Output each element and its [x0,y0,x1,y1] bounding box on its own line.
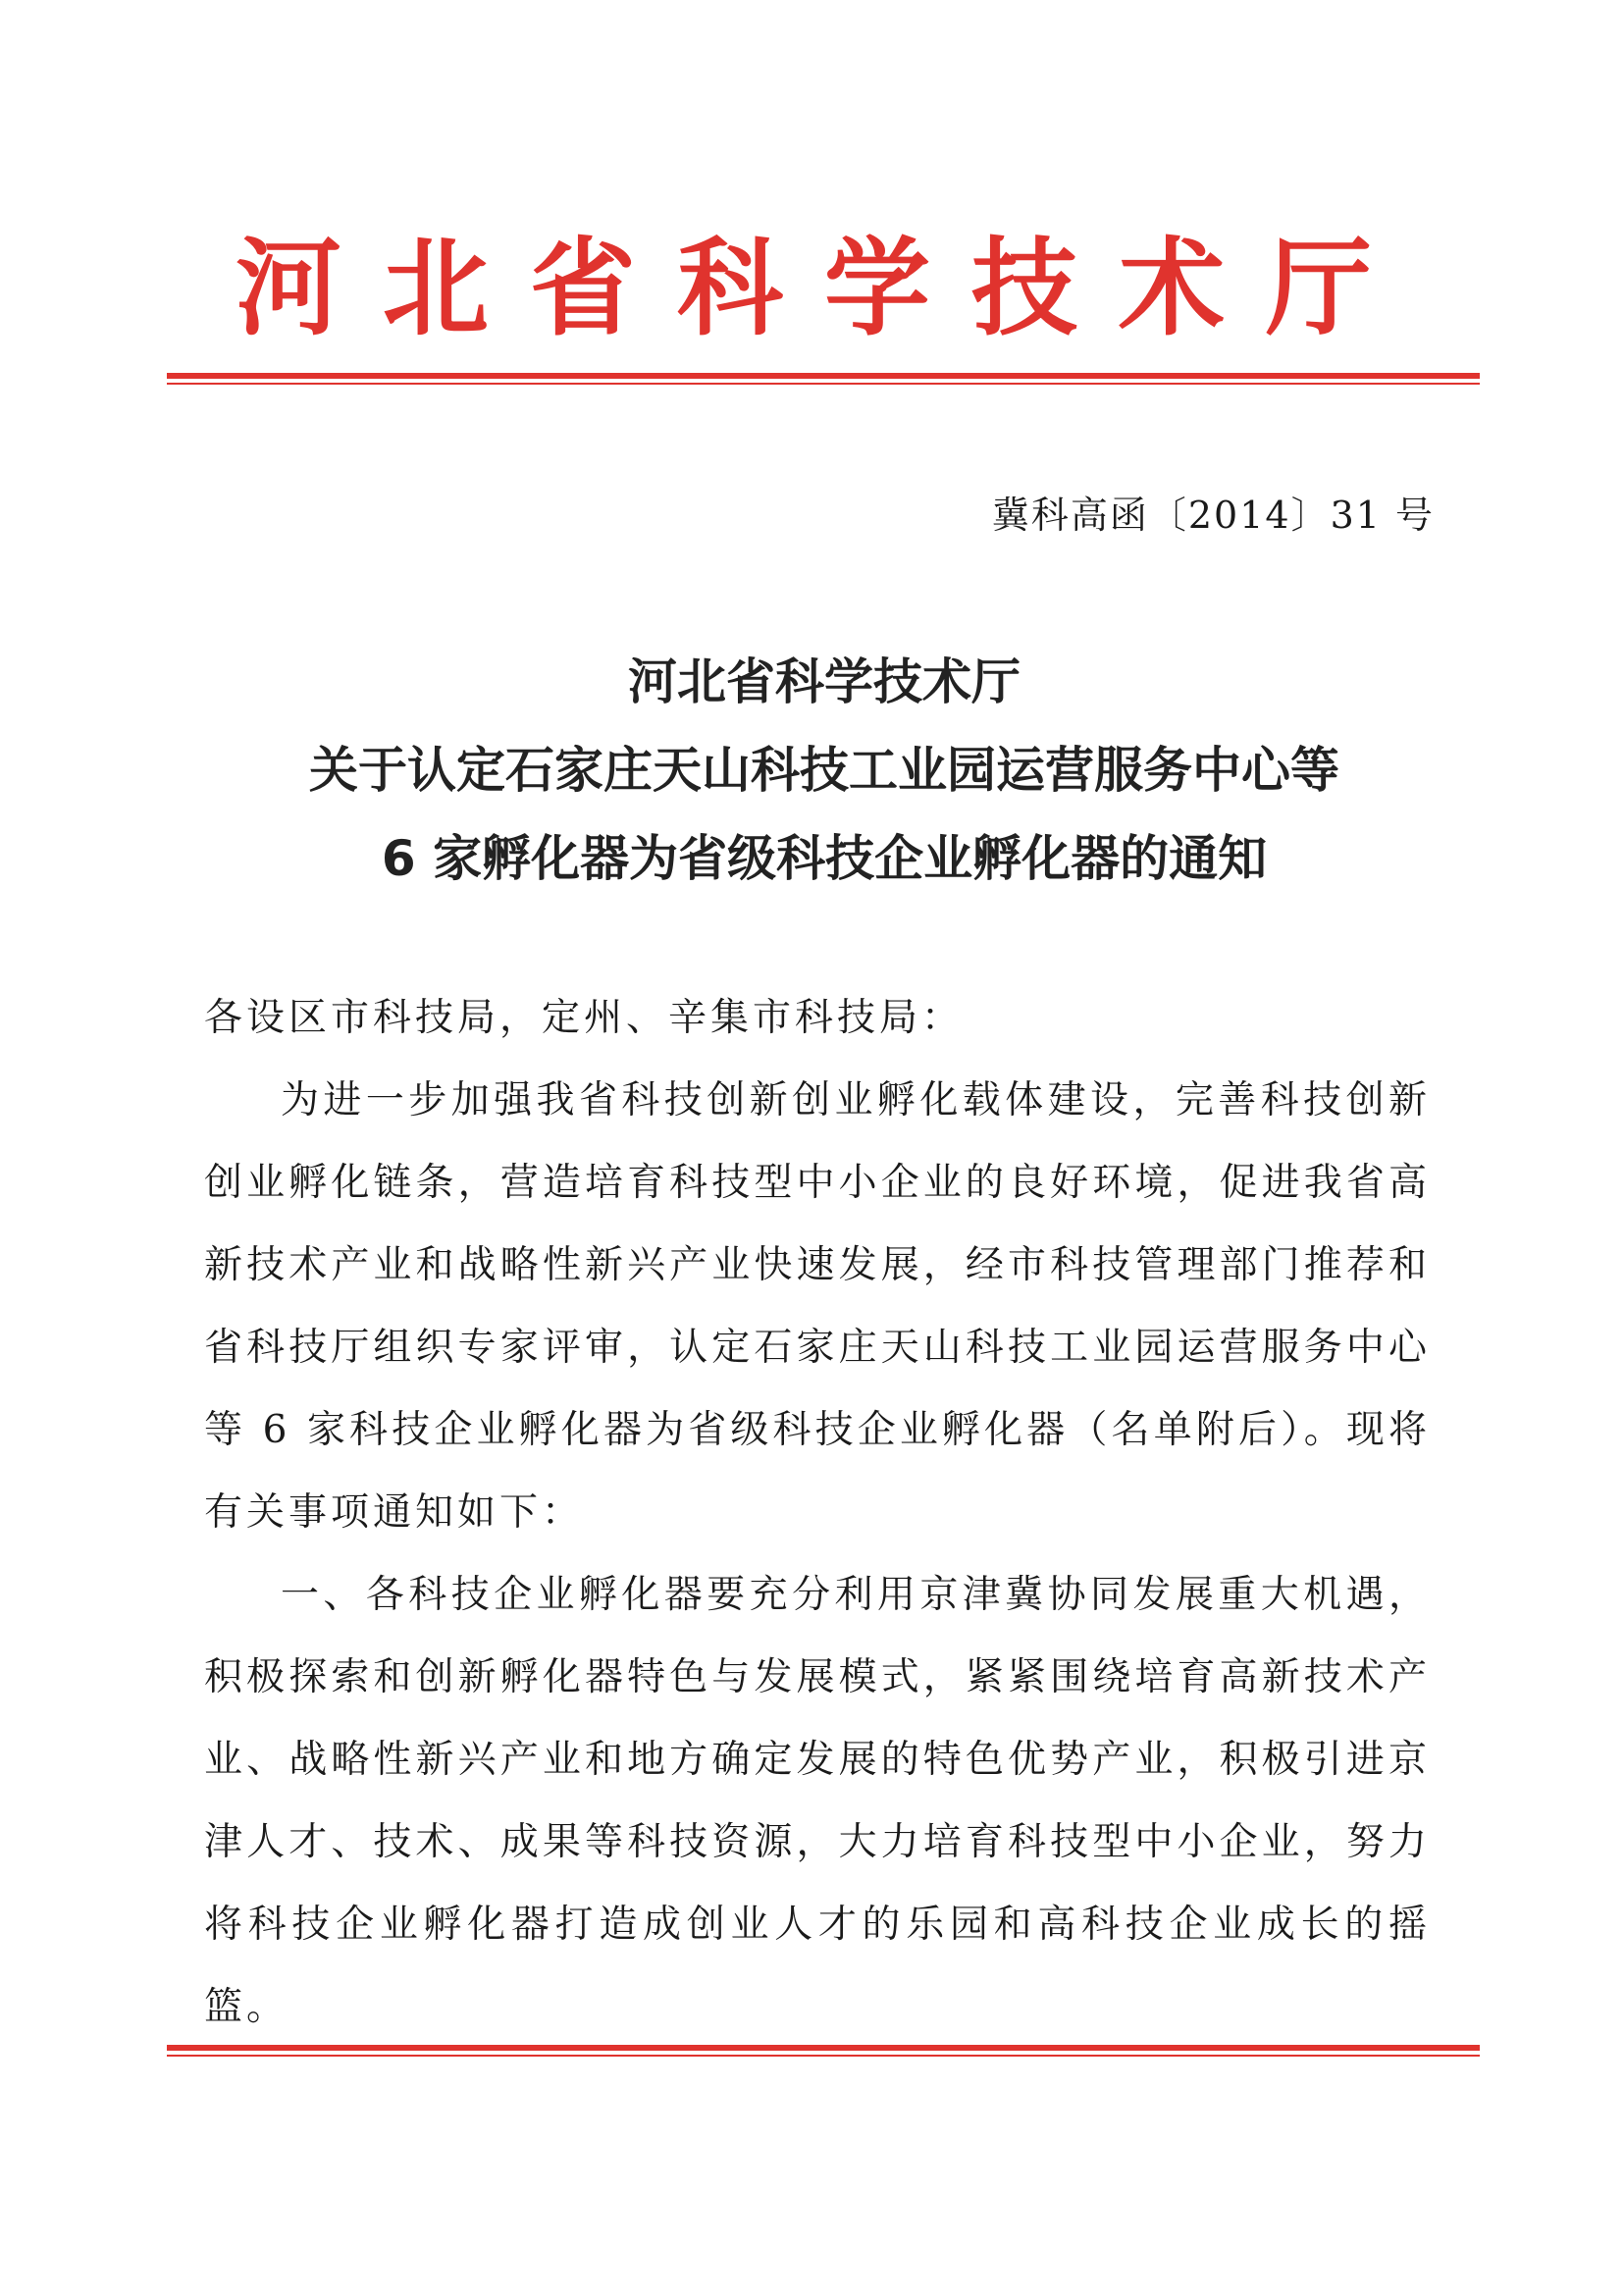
title-line-1: 河北省科学技术厅 [628,653,1021,710]
header-rule-thin-line [167,383,1480,385]
header-rule-thick-line [167,373,1480,379]
paragraph-item-1: 一、各科技企业孵化器要充分利用京津冀协同发展重大机遇，积极探索和创新孵化器特色与发展模式，紧紧围绕培育高新技术产业、战略性新兴产业和地方确定发展的特色优势产业，积极引进京津人才、技术、成果等科技资源，大力培育科技型中小企业，努力将科技企业孵化器打造成创业人才的乐园和高科技企业成长的摇篮。 [204,1573,1431,2029]
red-footer-rule [167,2045,1480,2059]
document-title [167,638,1482,903]
title-line-3: 6 家孵化器为省级科技企业孵化器的通知 [381,830,1268,887]
paragraph-intro: 为进一步加强我省科技创新创业孵化载体建设，完善科技创新创业孵化链条，营造培育科技型中小企业的良好环境，促进我省高新技术产业和战略性新兴产业快速发展，经市科技管理部门推荐和省科技厅组织专家评审，认定石家庄天山科技工业园运营服务中心等 6 家科技企业孵化器为省级科技企业孵化器（名单附后）。现将有关事项通知如下： [204,1078,1431,1535]
footer-rule-thick-line [167,2045,1480,2051]
document-number: 冀科高函〔2014〕31 号 [991,494,1435,537]
footer-rule-thin-line [167,2055,1480,2057]
title-line-2: 关于认定石家庄天山科技工业园运营服务中心等 [309,742,1339,799]
salutation: 各设区市科技局，定州、辛集市科技局： [204,996,965,1040]
red-header-rule [167,373,1480,387]
document-body [204,977,1431,2049]
masthead-title: 河北省科学技术厅 [235,228,1413,350]
